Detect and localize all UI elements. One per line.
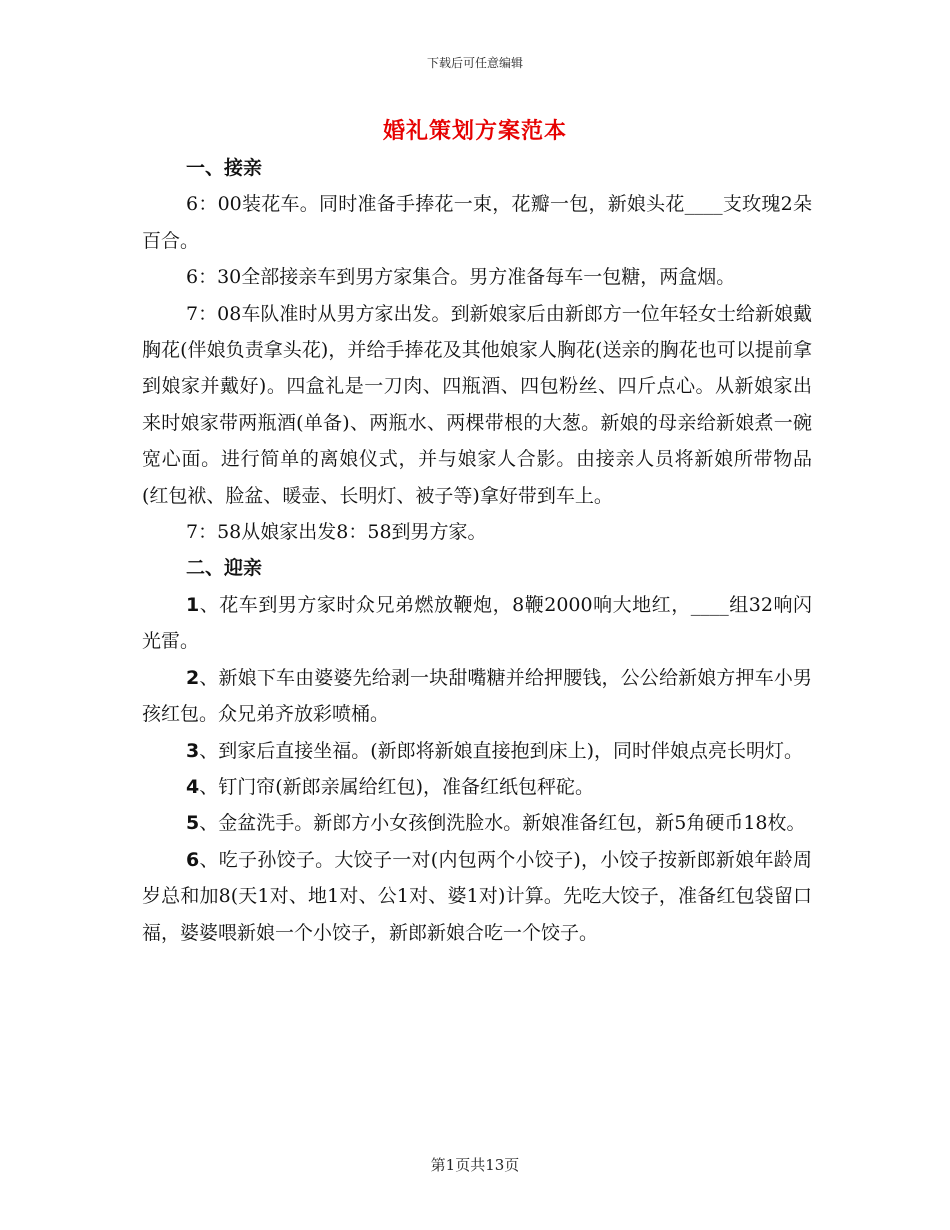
- paragraph: 6：00装花车。同时准备手捧花一束，花瓣一包，新娘头花____支玫瑰2朵百合。: [142, 193, 812, 252]
- document-title: 婚礼策划方案范本: [382, 118, 567, 144]
- item-text: 、到家后直接坐福。(新郎将新娘直接抱到床上)，同时伴娘点亮长明灯。: [199, 739, 804, 762]
- item-number: 5: [186, 812, 200, 835]
- page-footer: 第1页共13页: [430, 1156, 520, 1174]
- document-body: [142, 150, 812, 951]
- page-header: 下载后可任意编辑: [426, 56, 523, 70]
- item-number: 3: [186, 739, 200, 762]
- item-number: 2: [186, 666, 200, 689]
- item-number: 4: [186, 775, 200, 798]
- section-heading-jieqin: 一、接亲: [186, 157, 263, 179]
- paragraph: 7：08车队准时从男方家出发。到新娘家后由新郎方一位年轻女士给新娘戴胸花(伴娘负责拿头花)，并给手捧花及其他娘家人胸花(送亲的胸花也可以提前拿到娘家并戴好)。四盒礼是一刀肉、四瓶酒、四包粉丝、四斤点心。从新娘家出来时娘家带两瓶酒(单备)、两瓶水、两棵带根的大葱。新娘的母亲给新娘煮一碗宽心面。进行简单的离娘仪式，并与娘家人合影。由接亲人员将新娘所带物品(红包袱、脸盆、暖壶、长明灯、被子等)拿好带到车上。: [142, 302, 812, 507]
- section-heading-yingqin: 二、迎亲: [186, 557, 263, 580]
- item-text: 、新娘下车由婆婆先给剥一块甜嘴糖并给押腰钱，公公给新娘方押车小男孩红包。众兄弟齐放彩喷桶。: [142, 666, 812, 726]
- item-text: 、吃子孙饺子。大饺子一对(内包两个小饺子)，小饺子按新郎新娘年龄周岁总和加8(天1对、地1对、公1对、婆1对)计算。先吃大饺子，准备红包袋留口福，婆婆喂新娘一个小饺子，新郎新娘合吃一个饺子。: [142, 848, 812, 944]
- list-item: [142, 733, 812, 769]
- list-item: [142, 842, 812, 951]
- paragraph: 7：58从娘家出发8：58到男方家。: [186, 521, 487, 544]
- item-text: 、金盆洗手。新郎方小女孩倒洗脸水。新娘准备红包，新5角硬币18枚。: [199, 812, 806, 835]
- item-text: 、花车到男方家时众兄弟燃放鞭炮，8鞭2000响大地红，____组32响闪光雷。: [142, 593, 812, 653]
- item-number: 6: [186, 848, 200, 871]
- paragraph: 6：30全部接亲车到男方家集合。男方准备每车一包糖，两盒烟。: [186, 266, 736, 289]
- list-item: [142, 769, 812, 805]
- list-item: [142, 660, 812, 733]
- item-text: 、钉门帘(新郎亲属给红包)，准备红纸包秤砣。: [199, 775, 595, 798]
- list-item: [142, 805, 812, 841]
- list-item: [142, 587, 812, 660]
- item-number: 1: [186, 593, 200, 616]
